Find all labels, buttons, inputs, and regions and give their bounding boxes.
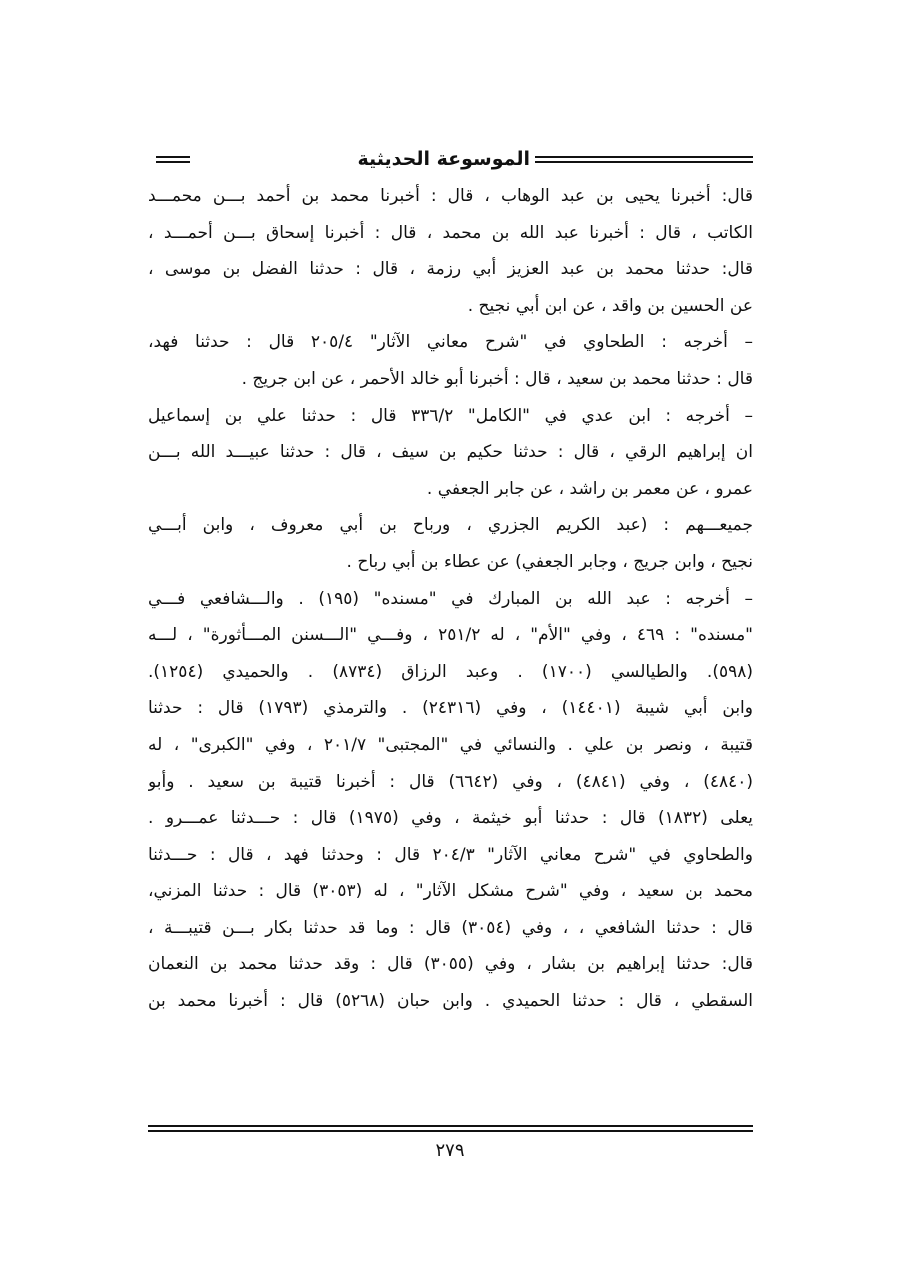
header-title: الموسوعة الحديثية — [357, 148, 530, 170]
body-text — [148, 178, 753, 1020]
text-line: قال : حدثنا محمد بن سعيد ، قال : أخبرنا أبو خالد الأحمر ، عن ابن جريج . — [241, 368, 753, 389]
footer-rule — [148, 1125, 753, 1132]
text-line: (٥٩٨). والطيالسي (١٧٠٠) . وعبد الرزاق (٨٧٣٤) . والحميدي (١٢٥٤). — [148, 661, 753, 682]
text-line: والطحاوي في "شرح معاني الآثار" ٢٠٤/٣ قال : وحدثنا فهد ، قال : حـــدثنا — [148, 844, 753, 865]
text-line: قال: حدثنا محمد بن عبد العزيز أبي رزمة ، قال : حدثنا الفضل بن موسى ، — [148, 259, 753, 280]
text-line: قال : حدثنا الشافعي ، ، وفي (٣٠٥٤) قال : وما قد حدثنا بكار بـــن قتيبـــة ، — [148, 917, 753, 938]
text-line: جميعـــهم : (عبد الكريم الجزري ، ورباح بن أبي معروف ، وابن أبـــي — [148, 515, 753, 536]
text-line: "مسنده" : ٤٦٩ ، وفي "الأم" ، له ٢٥١/٢ ، وفـــي "الـــسنن المـــأثورة" ، لـــه — [148, 625, 753, 646]
text-line: – أخرجه : الطحاوي في "شرح معاني الآثار" ٢٠٥/٤ قال : حدثنا فهد، — [148, 332, 753, 353]
text-line: السقطي ، قال : حدثنا الحميدي . وابن حبان (٥٢٦٨) قال : أخبرنا محمد بن — [148, 991, 753, 1012]
text-line: قتيبة ، ونصر بن علي . والنسائي في "المجتبى" ٢٠١/٧ ، وفي "الكبرى" ، له — [148, 734, 753, 755]
text-line: الكاتب ، قال : أخبرنا عبد الله بن محمد ، قال : أخبرنا إسحاق بـــن أحمـــد ، — [148, 222, 753, 243]
text-line: – أخرجه : ابن عدي في "الكامل" ٣٣٦/٢ قال : حدثنا علي بن إسماعيل — [148, 405, 753, 426]
header-rule-right — [535, 156, 753, 163]
text-line: نجيح ، وابن جريج ، وجابر الجعفي) عن عطاء بن أبي رباح . — [346, 551, 753, 572]
text-line: عن الحسين بن واقد ، عن ابن أبي نجيح . — [467, 295, 753, 316]
header-rule-left — [156, 156, 190, 163]
text-line: عمرو ، عن معمر بن راشد ، عن جابر الجعفي . — [426, 478, 753, 499]
text-line: (٤٨٤٠) ، وفي (٤٨٤١) ، وفي (٦٦٤٢) قال : أخبرنا قتيبة بن سعيد . وأبو — [148, 771, 753, 792]
text-line: وابن أبي شيبة (١٤٤٠١) ، وفي (٢٤٣١٦) . والترمذي (١٧٩٣) قال : حدثنا — [148, 698, 753, 719]
text-line: – أخرجه : عبد الله بن المبارك في "مسنده" (١٩٥) . والـــشافعي فـــي — [148, 588, 753, 609]
page-number: ٢٧٩ — [435, 1140, 465, 1161]
text-line: قال: أخبرنا يحيى بن عبد الوهاب ، قال : أخبرنا محمد بن أحمد بـــن محمـــد — [148, 186, 753, 206]
text-line: محمد بن سعيد ، وفي "شرح مشكل الآثار" ، له (٣٠٥٣) قال : حدثنا المزني، — [148, 881, 753, 902]
text-line: ان إبراهيم الرقي ، قال : حدثنا حكيم بن سيف ، قال : حدثنا عبيـــد الله بـــن — [148, 442, 753, 463]
page-header — [148, 144, 753, 174]
text-line: يعلى (١٨٣٢) قال : حدثنا أبو خيثمة ، وفي (١٩٧٥) قال : حـــدثنا عمـــرو . — [148, 808, 753, 829]
text-line: قال: حدثنا إبراهيم بن بشار ، وفي (٣٠٥٥) قال : وقد حدثنا محمد بن النعمان — [148, 954, 753, 975]
